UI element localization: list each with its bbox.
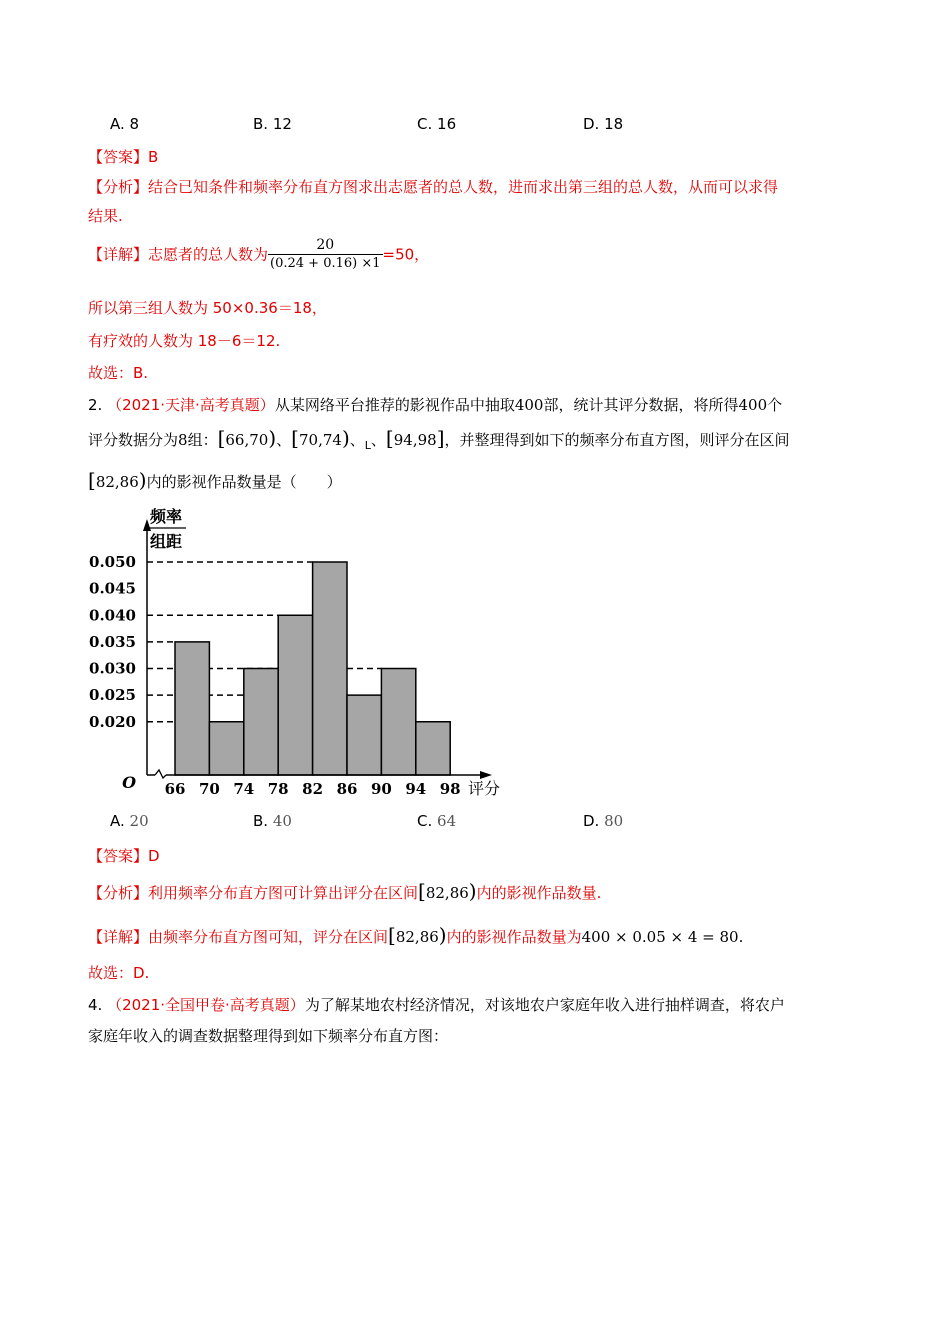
- x-tick-label: 78: [267, 780, 289, 798]
- histogram-bar: [209, 722, 243, 775]
- q4-stem-line1: 4. （2021·全国甲卷·高考真题）为了解某地农村经济情况，对该地农户家庭年收入进行抽样调查，将农户: [88, 996, 785, 1014]
- q2-option-c: C. 64: [417, 812, 457, 830]
- q2-option-b: B. 40: [253, 812, 292, 830]
- q4-stem-line2: 家庭年收入的调查数据整理得到如下频率分布直方图：: [88, 1027, 449, 1045]
- y-tick-label: 0.030: [89, 659, 136, 678]
- x-tick-label: 94: [405, 780, 427, 798]
- q1-option-a: A. 8: [110, 115, 140, 133]
- q1-analysis-line2: 结果.: [88, 207, 123, 225]
- y-tick-label: 0.040: [89, 606, 136, 625]
- q1-detail: 【详解】志愿者的总人数为 $\frac{20}{(0.24 + 0.16) \times 1}$ =50，: [88, 237, 430, 271]
- histogram-bar: [175, 642, 209, 775]
- x-tick-label: 90: [370, 780, 392, 798]
- q1-effective: 有疗效的人数为 18－6＝12.: [88, 332, 281, 350]
- q2-answer: 【答案】D: [88, 847, 160, 865]
- q2-detail: 【详解】由频率分布直方图可知，评分在区间[82,86)内的影视作品数量为400 × 0.05 × 4 = 80.: [88, 923, 744, 947]
- histogram-bar: [381, 669, 415, 776]
- x-axis-arrow: [480, 771, 492, 779]
- histogram-bar: [278, 615, 312, 775]
- q2-option-a: A. 20: [110, 812, 149, 830]
- y-axis-label-denominator: 组距: [150, 532, 183, 551]
- x-tick-label: 74: [233, 780, 255, 798]
- q1-options: [0, 113, 950, 137]
- x-tick-label: 98: [439, 780, 461, 798]
- y-tick-label: 0.020: [89, 712, 136, 731]
- q2-stem-line1: 2. （2021·天津·高考真题）从某网络平台推荐的影视作品中抽取400部，统计其评分数据，将所得400个: [88, 396, 783, 414]
- axis-break: [155, 770, 166, 778]
- q1-answer: 【答案】B: [88, 148, 159, 166]
- histogram: [80, 505, 520, 805]
- y-tick-label: 0.050: [89, 553, 136, 571]
- q1-third-group: 所以第三组人数为 50×0.36＝18，: [88, 299, 327, 317]
- x-tick-label: 70: [198, 780, 220, 798]
- q1-option-c: C. 16: [417, 115, 457, 133]
- q2-analysis: 【分析】利用频率分布直方图可计算出评分在区间[82,86)内的影视作品数量.: [88, 879, 602, 903]
- q2-stem-line3: [82,86)内的影视作品数量是（ ）: [88, 468, 342, 492]
- y-axis-label-numerator: 频率: [150, 507, 183, 526]
- y-tick-label: 0.025: [89, 686, 136, 705]
- histogram-bar: [313, 562, 347, 775]
- y-tick-label: 0.045: [89, 579, 136, 598]
- x-axis-label: 评分: [468, 779, 501, 798]
- histogram-bar: [347, 695, 381, 775]
- q2-option-d: D. 80: [583, 812, 624, 830]
- q1-option-d: D. 18: [583, 115, 624, 133]
- x-tick-label: 82: [302, 780, 324, 798]
- q2-stem-line2: 评分数据分为8组：[66,70)、[70,74)、$_L$、[94,98]，并整理得到如下的频率分布直方图，则评分在区间: [88, 426, 790, 452]
- q1-analysis: 【分析】结合已知条件和频率分布直方图求出志愿者的总人数，进而求出第三组的总人数，从而可以求得: [88, 178, 779, 196]
- q1-fraction: $\frac{20}{(0.24 + 0.16) \times 1}$: [270, 237, 381, 271]
- q1-option-b: B. 12: [253, 115, 292, 133]
- q2-choice: 故选：D.: [88, 964, 150, 982]
- x-tick-label: 66: [164, 780, 186, 798]
- q2-options: [0, 810, 950, 834]
- q1-choice: 故选：B.: [88, 364, 149, 382]
- histogram-root: [89, 507, 500, 798]
- histogram-bar: [416, 722, 450, 775]
- y-tick-label: 0.035: [89, 632, 136, 651]
- origin-label: O: [122, 773, 136, 792]
- histogram-bar: [244, 669, 278, 776]
- x-tick-label: 86: [336, 780, 358, 798]
